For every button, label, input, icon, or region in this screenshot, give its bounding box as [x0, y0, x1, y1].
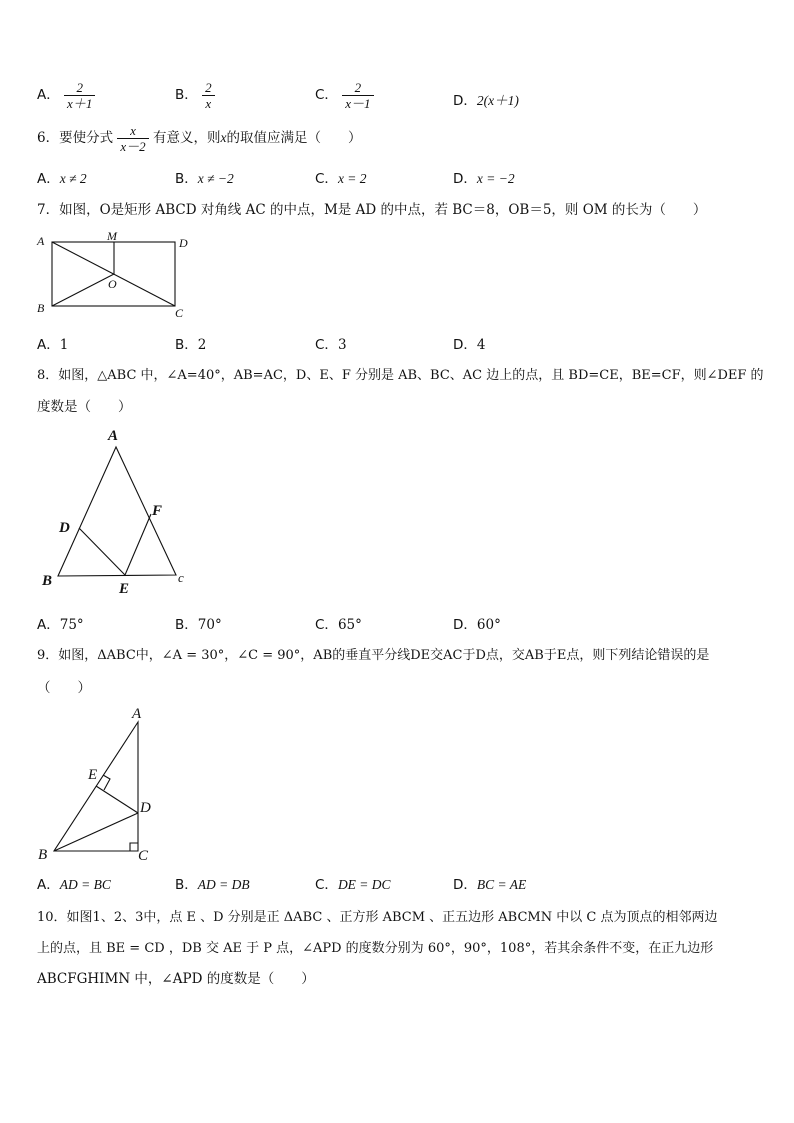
q8-triangle-figure: [38, 422, 198, 600]
q5-option-a: A． $\frac{2}{x+1}$: [37, 80, 95, 111]
q8-segment-ef: [125, 514, 151, 575]
q10-stem-line2: 上的点，且 BE = CD ，DB 交 AE 于 P 点，∠APD 的度数分别为 60°，90°，108°，若其余条件不变，在正九边形: [37, 941, 714, 956]
q8-stem-line2: 度数是（ ）: [37, 399, 132, 415]
q9-right-angle-c: [130, 843, 138, 851]
q5-option-a-fraction: $\frac{2}{x+1}$: [64, 80, 95, 111]
q7-rectangle-figure: [34, 228, 204, 320]
q6-option-b: B．x ≠ −2: [175, 171, 234, 187]
q5-option-b-fraction: $\frac{2}{x}$: [202, 80, 215, 111]
q10-stem-line3: ABCFGHIMN 中，∠APD 的度数是（ ）: [37, 971, 315, 987]
q9-label-a: A: [132, 706, 142, 722]
q9-option-a: A．AD = BC: [37, 877, 111, 893]
q8-option-c: C．65°: [315, 617, 362, 633]
q5-option-c-fraction: $\frac{2}{x-1}$: [342, 80, 373, 111]
q7-label-a: A: [37, 234, 45, 248]
q5-option-c: C． $\frac{2}{x-1}$: [315, 80, 374, 111]
q7-label-d: D: [179, 236, 188, 250]
q8-option-a: A．75°: [37, 617, 84, 633]
q9-option-c: C．DE = DC: [315, 877, 391, 893]
q9-stem-line1: 9．如图，ΔABC中，∠A = 30°，∠C = 90°，AB的垂直平分线DE交AC于D点，交AB于E点，则下列结论错误的是: [37, 648, 710, 663]
q9-label-b: B: [38, 847, 48, 863]
q7-stem: 7．如图，O是矩形 ABCD 对角线 AC 的中点，M是 AD 的中点，若 BC＝8，OB＝5，则 OM 的长为（ ）: [37, 202, 707, 218]
q9-label-d: D: [140, 800, 151, 816]
q6-option-c: C．x = 2: [315, 171, 367, 187]
q8-label-c: c: [178, 570, 184, 585]
q7-option-a: A．1: [37, 337, 69, 353]
q8-label-b: B: [42, 573, 53, 589]
q8-option-d: D．60°: [453, 617, 501, 633]
q7-segment-ob: [52, 274, 114, 306]
q5-option-b: B． $\frac{2}{x}$: [175, 80, 215, 111]
q6-option-a: A．x ≠ 2: [37, 171, 87, 187]
q9-triangle-figure: [34, 700, 164, 868]
q8-label-d: D: [59, 520, 70, 536]
q9-right-angle-e: [103, 775, 110, 790]
q7-label-c: C: [175, 306, 184, 320]
q8-label-a: A: [108, 428, 119, 444]
q7-option-d: D．4: [453, 337, 486, 353]
q8-stem-line1: 8．如图，△ABC 中，∠A=40°，AB=AC，D、E、F 分别是 AB、BC、AC 边上的点，且 BD=CE，BE=CF，则∠DEF 的: [37, 368, 764, 383]
q6-stem: 6．要使分式 $\frac{x}{x-2}$ 有意义，则x的取值应满足（ ）: [37, 123, 362, 154]
q7-option-b: B．2: [175, 337, 207, 353]
q6-fraction: $\frac{x}{x-2}$: [117, 123, 148, 154]
q9-option-b: B．AD = DB: [175, 877, 250, 893]
q8-label-f: F: [152, 503, 163, 519]
q7-label-o: O: [108, 277, 117, 291]
q6-option-d: D．x = −2: [453, 171, 515, 187]
q8-segment-de: [79, 528, 125, 575]
q9-label-c: C: [138, 848, 149, 864]
q7-label-m: M: [107, 229, 117, 243]
q10-stem-line1: 10．如图1、2、3中，点 E 、D 分别是正 ΔABC 、正方形 ABCM 、正五边形 ABCMN 中以 C 点为顶点的相邻两边: [37, 910, 718, 925]
q9-label-e: E: [88, 767, 98, 783]
q9-stem-line2: （ ）: [37, 680, 91, 696]
q7-label-b: B: [37, 301, 45, 315]
q9-segment-de: [96, 786, 138, 813]
q9-option-d: D．BC = AE: [453, 877, 527, 893]
q8-option-b: B．70°: [175, 617, 222, 633]
q5-option-d: D．2(x＋1): [453, 93, 519, 109]
q8-label-e: E: [119, 581, 130, 597]
q7-option-c: C．3: [315, 337, 347, 353]
